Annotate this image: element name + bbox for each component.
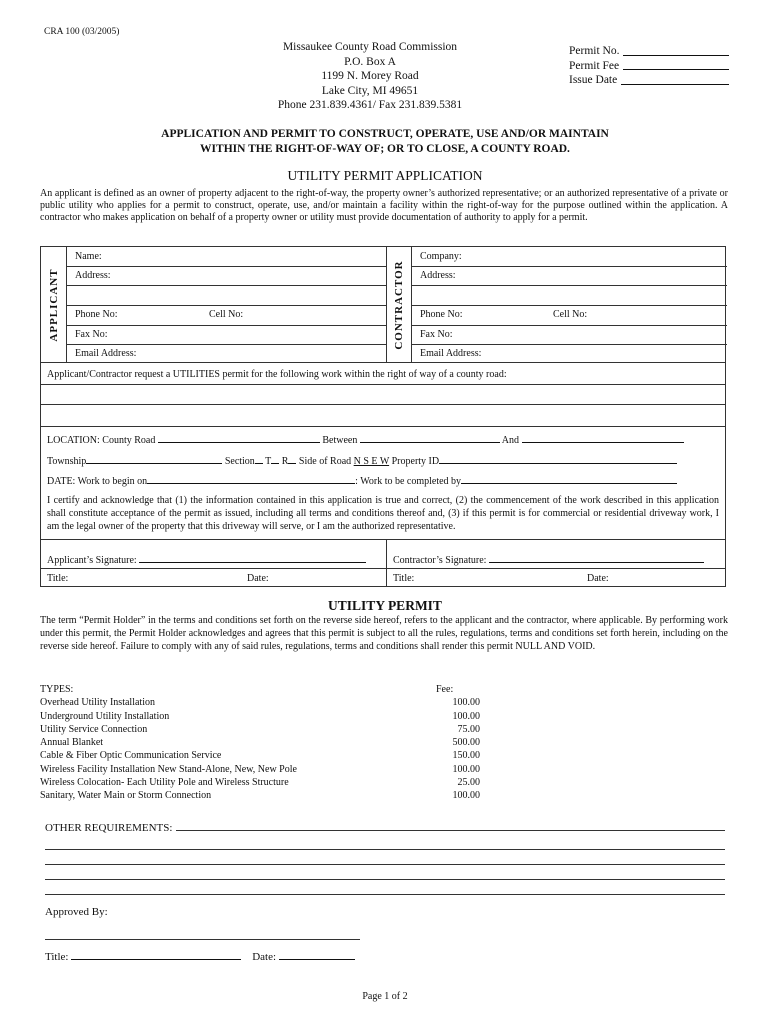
row-divider	[67, 344, 386, 345]
contractor-heading: CONTRACTOR	[393, 259, 405, 350]
permit-type-name: Underground Utility Installation	[40, 710, 170, 722]
row-divider	[67, 285, 386, 286]
terms-paragraph: The term “Permit Holder” in the terms and conditions set forth on the reverse side hereof, refers to the applicant and the contractor, where applicable. By performing work under this permit, the Permit Holder acknowledges and agrees that this permit is subject to all the rules, regulations, terms and conditions set forth herein, including on the reverse side hereof. Failure to comply with any of said rules, regulations, terms and conditions shall render this permit NULL AND VOID.	[40, 615, 728, 652]
document-title	[40, 127, 730, 156]
issue-date-field[interactable]	[621, 73, 729, 85]
contractor-heading-cell	[386, 247, 412, 362]
permit-type-name: Utility Service Connection	[40, 723, 148, 735]
page-number: Page 1 of 2	[362, 991, 408, 1002]
other-requirements-line[interactable]	[45, 879, 725, 880]
date-begin-field[interactable]	[147, 475, 355, 484]
work-description-line-2[interactable]	[41, 405, 725, 426]
t-field[interactable]	[271, 455, 279, 464]
applicant-heading: APPLICANT	[47, 267, 60, 342]
date-begin-label: DATE: Work to begin on	[47, 476, 148, 487]
permit-no-row	[569, 44, 729, 59]
location-box	[40, 427, 726, 540]
approved-by-label: Approved By:	[45, 906, 108, 918]
contractor-title-field[interactable]: Title:	[393, 573, 415, 584]
permit-type-fee: 75.00	[457, 723, 480, 735]
permit-types-table	[40, 683, 480, 803]
property-id-label: Property ID	[391, 456, 440, 467]
row-divider	[412, 325, 727, 326]
work-request-text: Applicant/Contractor request a UTILITIES permit for the following work within the right of way of a county road:	[47, 369, 507, 380]
issue-date-label: Issue Date	[569, 74, 618, 86]
permit-type-name: Sanitary, Water Main or Storm Connection	[40, 790, 212, 802]
permit-type-name: Wireless Facility Installation New Stand-Alone, New, New Pole	[40, 763, 297, 775]
permit-type-row	[40, 723, 480, 736]
section-label: Section	[224, 456, 255, 467]
applicant-address-field[interactable]: Address:	[75, 270, 111, 281]
date-completed-field[interactable]	[461, 475, 677, 484]
permit-type-row	[40, 763, 480, 776]
permit-type-name: Wireless Colocation- Each Utility Pole and Wireless Structure	[40, 777, 289, 789]
contractor-address-field[interactable]: Address:	[420, 270, 456, 281]
applicant-date-field[interactable]: Date:	[247, 573, 269, 584]
contractor-signature-row	[393, 554, 704, 566]
township-row	[47, 455, 719, 467]
org-phone: Phone 231.839.4361/ Fax 231.839.5381	[277, 99, 463, 111]
applicant-signature-row	[47, 554, 366, 566]
side-of-road-label: Side of Road	[298, 456, 352, 467]
other-requirements-line[interactable]	[45, 849, 725, 850]
permit-type-row	[40, 710, 480, 723]
other-requirements-field[interactable]	[176, 822, 725, 831]
applicant-title-field[interactable]: Title:	[47, 573, 69, 584]
contractor-phone-field[interactable]: Phone No:	[420, 309, 463, 320]
permit-type-row	[40, 776, 480, 789]
row-divider	[412, 285, 727, 286]
permit-no-field[interactable]	[623, 44, 729, 56]
contractor-company-field[interactable]: Company:	[420, 251, 462, 262]
org-city: Lake City, MI 49651	[321, 84, 419, 97]
row-divider	[412, 266, 727, 267]
between-field[interactable]	[360, 434, 500, 443]
fee-label: Fee:	[436, 684, 454, 695]
date-row	[47, 475, 719, 487]
form-code: CRA 100 (03/2005)	[44, 27, 120, 37]
contractor-date-field[interactable]: Date:	[587, 573, 609, 584]
permit-type-fee: 500.00	[452, 737, 480, 749]
organization-address	[240, 40, 500, 113]
applicant-cell-field[interactable]: Cell No:	[209, 309, 244, 320]
r-field[interactable]	[288, 455, 296, 464]
permit-type-fee: 100.00	[452, 697, 480, 709]
approval-title-field[interactable]	[71, 949, 241, 960]
other-requirements-line[interactable]	[45, 864, 725, 865]
row-divider	[412, 305, 727, 306]
title-line-2: WITHIN THE RIGHT-OF-WAY OF; OR TO CLOSE, A COUNTY ROAD.	[200, 142, 570, 155]
date-completed-label: : Work to be completed by	[355, 476, 462, 487]
section-title: UTILITY PERMIT APPLICATION	[287, 168, 483, 183]
permit-type-name: Cable & Fiber Optic Communication Service	[40, 750, 222, 762]
contractor-signature-label: Contractor’s Signature:	[393, 555, 487, 566]
row-divider	[412, 344, 727, 345]
permit-type-row	[40, 789, 480, 802]
title-line-1: APPLICATION AND PERMIT TO CONSTRUCT, OPERATE, USE AND/OR MAINTAIN	[161, 128, 609, 140]
contractor-cell-field[interactable]: Cell No:	[553, 309, 588, 320]
permit-fee-row	[569, 59, 729, 74]
permit-type-fee: 100.00	[452, 790, 480, 802]
other-requirements-line[interactable]	[45, 894, 725, 895]
contractor-fax-field[interactable]: Fax No:	[420, 329, 453, 340]
row-divider	[386, 568, 725, 569]
r-label: R	[281, 456, 289, 467]
applicant-signature-field[interactable]	[139, 554, 366, 563]
contractor-signature-field[interactable]	[489, 554, 704, 563]
intro-paragraph: An applicant is defined as an owner of property adjacent to the right-of-way, the property owner’s authorized representative; or an authorized representative of a private or public utility who applies for a permit to construct, operate, use, and/or maintain a facility within the right-of-way for the purpose outlined within the application. A contractor who makes application on behalf of a property owner or utility must provide documentation of authority to apply for a permit.	[40, 188, 728, 223]
applicant-contractor-table	[40, 246, 726, 363]
certification-text: I certify and acknowledge that (1) the information contained in this application is true and correct, (2) the commencement of the work described in this application shall constitute acceptance of the permit as issued, including all terms and conditions thereof and, (3) if this permit is for commercial or residential driveway work, I am the legal owner of the property that this driveway will serve, or I am the authorized representative.	[47, 495, 719, 532]
permit-type-fee: 25.00	[457, 777, 480, 789]
org-street: 1199 N. Morey Road	[321, 70, 419, 82]
permit-type-row	[40, 749, 480, 762]
issue-date-row	[569, 73, 729, 88]
signature-divider	[386, 540, 387, 586]
org-name: Missaukee County Road Commission	[282, 41, 458, 53]
approved-by-field[interactable]	[45, 939, 360, 940]
permit-type-fee: 150.00	[452, 750, 480, 762]
between-label: Between	[322, 435, 358, 446]
t-label: T	[265, 456, 272, 467]
row-divider	[67, 266, 386, 267]
types-label: TYPES:	[40, 684, 74, 695]
contractor-email-field[interactable]: Email Address:	[420, 348, 482, 359]
approval-date-field[interactable]	[279, 949, 355, 960]
location-row	[47, 434, 719, 446]
township-label: Township	[47, 456, 87, 467]
types-header-row	[40, 683, 480, 696]
nsew-options[interactable]: N S E W	[353, 456, 390, 467]
permit-type-fee: 100.00	[452, 763, 480, 775]
property-id-field[interactable]	[439, 455, 677, 464]
row-divider	[67, 325, 386, 326]
work-description-line-1[interactable]	[41, 385, 725, 404]
section-field[interactable]	[255, 455, 263, 464]
permit-fee-field[interactable]	[623, 59, 729, 71]
permit-type-row	[40, 736, 480, 749]
applicant-name-field[interactable]: Name:	[75, 251, 102, 262]
approval-title-label: Title:	[45, 951, 69, 963]
county-road-field[interactable]	[158, 434, 320, 443]
and-label: And	[501, 435, 520, 446]
signature-box	[40, 540, 726, 587]
other-requirements-row	[45, 822, 725, 834]
permit-type-name: Overhead Utility Installation	[40, 697, 155, 709]
and-field[interactable]	[522, 434, 684, 443]
row-divider	[67, 305, 386, 306]
applicant-signature-label: Applicant’s Signature:	[47, 555, 137, 566]
column-divider	[386, 247, 387, 362]
other-requirements-label: OTHER REQUIREMENTS:	[45, 822, 173, 834]
applicant-phone-field[interactable]: Phone No:	[75, 309, 118, 320]
permit-no-label: Permit No.	[569, 45, 620, 57]
township-field[interactable]	[86, 455, 222, 464]
location-label: LOCATION: County Road	[47, 435, 156, 446]
utility-permit-heading: UTILITY PERMIT	[328, 598, 442, 613]
permit-type-row	[40, 696, 480, 709]
row-divider	[41, 568, 386, 569]
office-use-box	[569, 44, 729, 88]
org-box: P.O. Box A	[344, 55, 396, 68]
applicant-heading-cell	[41, 247, 67, 362]
permit-type-fee: 100.00	[452, 710, 480, 722]
applicant-email-field[interactable]: Email Address:	[75, 348, 137, 359]
approval-title-row	[45, 949, 355, 963]
permit-fee-label: Permit Fee	[569, 59, 620, 72]
permit-type-name: Annual Blanket	[40, 737, 104, 749]
approval-date-label: Date:	[252, 951, 277, 963]
work-description-box	[40, 363, 726, 427]
applicant-fax-field[interactable]: Fax No:	[75, 329, 108, 340]
